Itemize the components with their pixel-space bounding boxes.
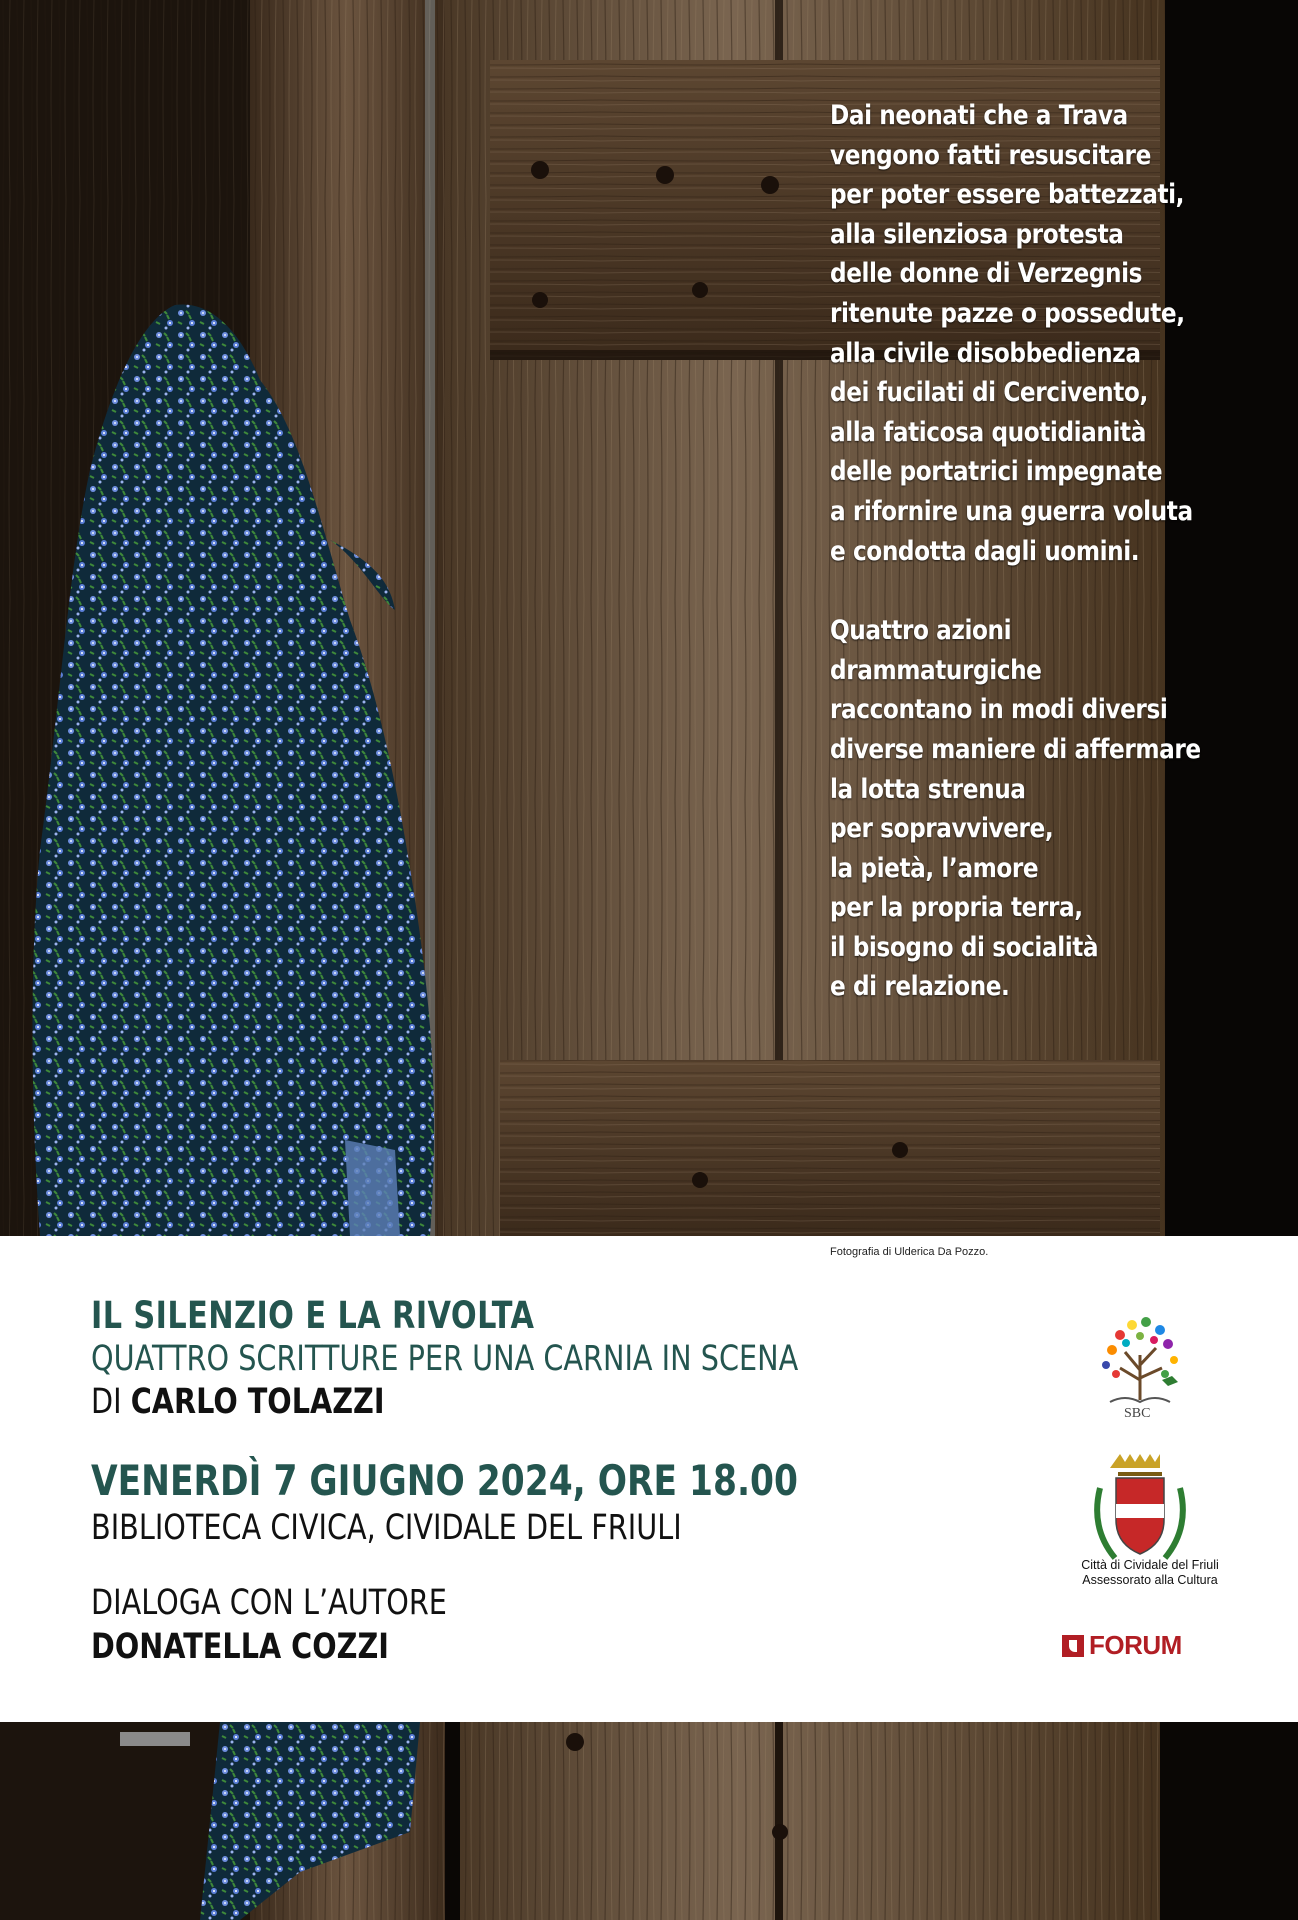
sbc-label: SBC [1124, 1406, 1151, 1421]
author-prefix: DI [91, 1382, 131, 1422]
city-coat-of-arms-icon [1070, 1448, 1210, 1576]
forum-publisher-logo [1062, 1630, 1182, 1661]
intro-line: il bisogno di socialità [830, 931, 1099, 963]
intro-line: la pietà, l’amore [830, 852, 1039, 884]
intro-line: vengono fatti resuscitare [830, 139, 1151, 171]
bottom-photo-strip [0, 1722, 1298, 1920]
intro-line: per sopravvivere, [830, 813, 1054, 845]
intro-line: delle donne di Verzegnis [830, 258, 1143, 290]
intro-line: Quattro azioni [830, 615, 1012, 647]
intro-line: alla faticosa quotidianità [830, 416, 1146, 448]
intro-line: alla civile disobbedienza [830, 337, 1141, 369]
author-name: CARLO TOLAZZI [130, 1382, 385, 1422]
guest-name: DONATELLA COZZI [91, 1627, 389, 1667]
sbc-tree-logo-icon [1070, 1310, 1210, 1420]
event-title: IL SILENZIO E LA RIVOLTA [91, 1294, 535, 1337]
event-subtitle: QUATTRO SCRITTURE PER UNA CARNIA IN SCENA [91, 1339, 799, 1379]
intro-line: diverse maniere di affermare [830, 733, 1201, 765]
intro-line: ritenute pazze o possedute, [830, 297, 1185, 329]
intro-line: drammaturgiche [830, 654, 1042, 686]
city-office-label [1030, 1558, 1270, 1588]
event-author [91, 1382, 384, 1422]
event-date: VENERDÌ 7 GIUGNO 2024, ORE 18.00 [91, 1456, 798, 1505]
wooden-door-detail-photo [0, 1722, 1298, 1920]
forum-mark-icon [1062, 1635, 1084, 1657]
intro-line: e condotta dagli uomini. [830, 535, 1140, 567]
intro-line: a rifornire una guerra voluta [830, 495, 1193, 527]
intro-line: dei fucilati di Cercivento, [830, 377, 1148, 409]
intro-line: la lotta strenua [830, 773, 1026, 805]
event-venue: BIBLIOTECA CIVICA, CIVIDALE DEL FRIULI [91, 1508, 682, 1548]
intro-line: alla silenziosa protesta [830, 218, 1124, 250]
intro-line: Dai neonati che a Trava [830, 100, 1128, 131]
poster-intro-text [830, 96, 1208, 1007]
dialog-label: DIALOGA CON L’AUTORE [91, 1583, 447, 1623]
intro-line: raccontano in modi diversi [830, 694, 1168, 726]
photo-credit: Fotografia di Ulderica Da Pozzo. [830, 1246, 989, 1258]
forum-label: FORUM [1089, 1630, 1182, 1660]
intro-line: e di relazione. [830, 971, 1010, 1003]
city-name: Città di Cividale del Friuli [1081, 1558, 1219, 1572]
intro-line: per la propria terra, [830, 892, 1083, 924]
intro-line: delle portatrici impegnate [830, 456, 1163, 488]
intro-line: per poter essere battezzati, [830, 179, 1185, 211]
city-office: Assessorato alla Cultura [1082, 1573, 1218, 1587]
